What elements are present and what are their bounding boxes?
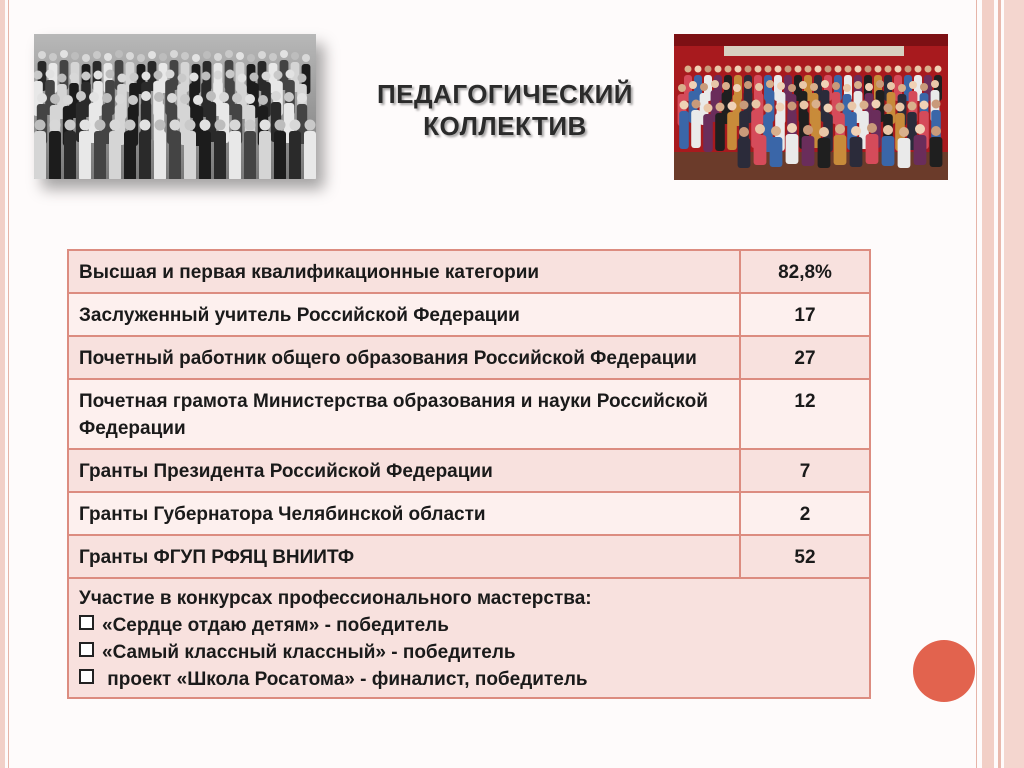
crowd-head (867, 123, 877, 133)
historic-group-photo (34, 34, 316, 179)
crowd-head (130, 73, 139, 82)
crowd-head (167, 93, 177, 103)
crowd-figure (289, 131, 301, 179)
crowd-figure (214, 131, 226, 179)
crowd-head (245, 94, 255, 104)
row-label: Почетная грамота Министерства образования и науки Российской Федерации (68, 379, 740, 449)
crowd-head (58, 74, 67, 83)
crowd-head (225, 50, 233, 58)
crowd-head (180, 94, 190, 104)
crowd-head (832, 82, 840, 90)
crowd-head (788, 102, 797, 111)
crowd-figure (184, 131, 196, 179)
crowd-head (46, 70, 55, 79)
row-label: Гранты ФГУП РФЯЦ ВНИИТФ (68, 535, 740, 578)
crowd-head (716, 103, 725, 112)
crowd-head (739, 127, 749, 137)
crowd-head (203, 51, 211, 59)
crowd-head (202, 72, 211, 81)
staff-achievements-table (67, 249, 871, 699)
crowd-head (931, 80, 939, 88)
crowd-head (695, 66, 702, 73)
crowd-figure (109, 131, 121, 179)
crowd-head (825, 66, 832, 73)
crowd-head (215, 120, 226, 131)
crowd-head (82, 54, 90, 62)
table-row (68, 379, 870, 449)
crowd-figure (94, 131, 106, 179)
crowd-head (812, 100, 821, 109)
crowd-head (752, 100, 761, 109)
crowd-head (291, 52, 299, 60)
right-decor-line-2 (998, 0, 1001, 768)
crowd-figure (715, 113, 725, 151)
contest-item (79, 612, 859, 639)
contests-row (68, 578, 870, 698)
crowd-head (49, 53, 57, 61)
crowd-figure (882, 136, 895, 166)
crowd-head (803, 125, 813, 135)
crowd-head (76, 91, 86, 101)
right-decor-line (976, 0, 977, 768)
crowd-head (286, 70, 295, 79)
crowd-head (915, 66, 922, 73)
crowd-head (137, 54, 145, 62)
contest-item-text: «Самый классный классный» - победитель (102, 642, 516, 663)
crowd-head (70, 73, 79, 82)
crowd-head (110, 120, 121, 131)
crowd-figure (866, 134, 879, 164)
crowd-figure (199, 131, 211, 179)
right-decor-stripe-2 (1004, 0, 1024, 768)
crowd-figure (898, 138, 911, 168)
crowd-head (824, 104, 833, 113)
crowd-head (230, 120, 241, 131)
crowd-head (920, 83, 928, 91)
crowd-figure (34, 131, 46, 179)
crowd-head (905, 66, 912, 73)
crowd-head (755, 66, 762, 73)
crowd-head (50, 94, 60, 104)
crowd-head (214, 71, 223, 80)
crowd-head (262, 72, 271, 81)
contest-item (79, 666, 859, 693)
crowd-head (89, 92, 99, 102)
crowd-figure (754, 135, 767, 165)
row-label: Гранты Губернатора Челябинской области (68, 492, 740, 535)
crowd-figure (802, 136, 815, 166)
crowd-head (126, 52, 134, 60)
crowd-head (181, 52, 189, 60)
crowd-head (128, 95, 138, 105)
crowd-head (298, 74, 307, 83)
crowd-figure (154, 131, 166, 179)
crowd-head (104, 53, 112, 61)
page-title (340, 78, 670, 142)
crowd-head (766, 80, 774, 88)
crowd-figure (850, 137, 863, 167)
crowd-head (260, 120, 271, 131)
crowd-head (787, 123, 797, 133)
crowd-head (200, 120, 211, 131)
crowd-head (865, 83, 873, 91)
crowd-head (835, 66, 842, 73)
crowd-head (931, 126, 941, 136)
crowd-figure (786, 134, 799, 164)
contest-item-text: проект «Школа Росатома» - финалист, победитель (102, 669, 588, 690)
crowd-head (192, 54, 200, 62)
crowd-head (711, 80, 719, 88)
crowd-head (170, 120, 181, 131)
table-row (68, 492, 870, 535)
crowd-head (909, 81, 917, 89)
contests-cell (68, 578, 870, 698)
crowd-head (799, 81, 807, 89)
crowd-head (71, 52, 79, 60)
crowd-figure (79, 131, 91, 179)
title-line-2: КОЛЛЕКТИВ (423, 111, 587, 141)
crowd-figure (274, 131, 286, 179)
crowd-head (106, 70, 115, 79)
crowd-head (896, 103, 905, 112)
crowd-head (915, 124, 925, 134)
crowd-head (733, 84, 741, 92)
crowd-figure (914, 135, 927, 165)
crowd-head (236, 52, 244, 60)
crowd-figure (124, 131, 136, 179)
crowd-head (744, 81, 752, 89)
row-value: 17 (740, 293, 870, 336)
contest-item-text: «Сердце отдаю детям» - победитель (102, 615, 449, 636)
crowd-head (821, 80, 829, 88)
crowd-figure (169, 131, 181, 179)
current-group-photo (674, 34, 948, 180)
crowd-figure (770, 137, 783, 167)
crowd-head (835, 124, 845, 134)
crowd-head (843, 84, 851, 92)
crowd-head (63, 95, 73, 105)
crowd-figure (834, 135, 847, 165)
crowd-head (206, 91, 216, 101)
crowd-head (728, 102, 737, 111)
crowd-head (95, 120, 106, 131)
crowd-head (740, 101, 749, 110)
crowd-head (745, 66, 752, 73)
crowd-head (704, 104, 713, 113)
crowd-figure (930, 137, 943, 167)
crowd-head (37, 93, 47, 103)
crowd-head (755, 124, 765, 134)
row-label: Гранты Президента Российской Федерации (68, 449, 740, 492)
left-decor-stripe (0, 0, 5, 768)
row-value: 12 (740, 379, 870, 449)
crowd-head (245, 120, 256, 131)
crowd-head (65, 120, 76, 131)
crowd-head (154, 71, 163, 80)
crowd-head (848, 102, 857, 111)
table-row (68, 336, 870, 379)
crowd-head (755, 83, 763, 91)
crowd-head (80, 120, 91, 131)
crowd-head (115, 94, 125, 104)
crowd-figure (229, 131, 241, 179)
crowd-figure (738, 138, 751, 168)
row-label: Почетный работник общего образования Российской Федерации (68, 336, 740, 379)
checkbox-bullet-icon (79, 615, 94, 630)
crowd-head (159, 53, 167, 61)
crowd-head (845, 66, 852, 73)
crowd-head (777, 82, 785, 90)
crowd-head (280, 50, 288, 58)
row-value: 7 (740, 449, 870, 492)
crowd-head (250, 73, 259, 82)
crowd-head (725, 66, 732, 73)
row-label: Высшая и первая квалификационные категории (68, 250, 740, 293)
crowd-head (705, 66, 712, 73)
crowd-head (765, 66, 772, 73)
crowd-head (775, 66, 782, 73)
crowd-head (247, 54, 255, 62)
crowd-head (884, 104, 893, 113)
crowd-head (155, 120, 166, 131)
crowd-head (185, 120, 196, 131)
crowd-head (166, 70, 175, 79)
crowd-figure (49, 131, 61, 179)
crowd-head (190, 73, 199, 82)
crowd-head (269, 53, 277, 61)
crowd-head (102, 93, 112, 103)
crowd-head (82, 72, 91, 81)
crowd-head (284, 92, 294, 102)
crowd-head (895, 66, 902, 73)
crowd-figure (304, 131, 316, 179)
crowd-head (148, 51, 156, 59)
crowd-head (865, 66, 872, 73)
crowd-head (142, 72, 151, 81)
crowd-head (125, 120, 136, 131)
crowd-figure (691, 110, 701, 148)
crowd-head (692, 100, 701, 109)
crowd-head (118, 74, 127, 83)
crowd-head (815, 66, 822, 73)
table-row (68, 250, 870, 293)
crowd-head (855, 66, 862, 73)
crowd-head (735, 66, 742, 73)
crowd-head (898, 84, 906, 92)
crowd-figure (259, 131, 271, 179)
decorative-circle (913, 640, 975, 702)
crowd-head (854, 81, 862, 89)
crowd-figure (679, 111, 689, 149)
crowd-figure (139, 131, 151, 179)
crowd-head (800, 101, 809, 110)
crowd-head (38, 51, 46, 59)
crowd-head (678, 84, 686, 92)
crowd-head (302, 54, 310, 62)
crowd-head (715, 66, 722, 73)
row-value: 27 (740, 336, 870, 379)
crowd-head (258, 95, 268, 105)
table-row (68, 293, 870, 336)
crowd-head (851, 126, 861, 136)
crowd-head (788, 84, 796, 92)
crowd-head (805, 66, 812, 73)
crowd-head (60, 50, 68, 58)
crowd-head (887, 82, 895, 90)
crowd-head (141, 91, 151, 101)
crowd-head (920, 101, 929, 110)
crowd-head (140, 120, 151, 131)
table-row (68, 449, 870, 492)
crowd-head (776, 103, 785, 112)
crowd-head (214, 53, 222, 61)
crowd-figure (64, 131, 76, 179)
crowd-head (170, 50, 178, 58)
crowd-head (925, 66, 932, 73)
crowd-head (872, 100, 881, 109)
crowd-figure (818, 138, 831, 168)
crowd-head (275, 120, 286, 131)
title-line-1: ПЕДАГОГИЧЕСКИЙ (376, 79, 633, 109)
crowd-head (860, 101, 869, 110)
checkbox-bullet-icon (79, 669, 94, 684)
crowd-head (932, 100, 941, 109)
row-value: 52 (740, 535, 870, 578)
left-decor-line (8, 0, 9, 768)
crowd-head (700, 83, 708, 91)
crowd-head (689, 81, 697, 89)
crowd-head (836, 103, 845, 112)
crowd-figure (727, 112, 737, 150)
crowd-head (899, 127, 909, 137)
crowd-head (680, 101, 689, 110)
crowd-head (193, 95, 203, 105)
crowd-head (258, 51, 266, 59)
crowd-head (35, 120, 46, 131)
crowd-figure (703, 114, 713, 152)
crowd-head (795, 66, 802, 73)
table-row (68, 535, 870, 578)
crowd-head (722, 82, 730, 90)
crowd-figure (244, 131, 256, 179)
right-decor-stripe (982, 0, 994, 768)
crowd-head (935, 66, 942, 73)
crowd-head (226, 70, 235, 79)
crowd-head (685, 66, 692, 73)
crowd-head (885, 66, 892, 73)
crowd-head (290, 120, 301, 131)
row-label: Заслуженный учитель Российской Федерации (68, 293, 740, 336)
crowd-head (876, 80, 884, 88)
crowd-head (305, 120, 316, 131)
crowd-head (785, 66, 792, 73)
crowd-head (908, 102, 917, 111)
crowd-head (154, 92, 164, 102)
contests-heading: Участие в конкурсах профессионального мастерства: (79, 588, 592, 609)
crowd-head (94, 71, 103, 80)
crowd-head (271, 91, 281, 101)
crowd-head (875, 66, 882, 73)
crowd-head (178, 74, 187, 83)
crowd-head (883, 125, 893, 135)
row-value: 82,8% (740, 250, 870, 293)
crowd-head (764, 104, 773, 113)
contest-item (79, 639, 859, 666)
crowd-head (50, 120, 61, 131)
crowd-head (771, 126, 781, 136)
crowd-head (238, 74, 247, 83)
crowd-head (232, 93, 242, 103)
crowd-head (93, 51, 101, 59)
row-value: 2 (740, 492, 870, 535)
crowd-head (219, 92, 229, 102)
crowd-head (274, 71, 283, 80)
crowd-head (115, 50, 123, 58)
crowd-head (819, 127, 829, 137)
checkbox-bullet-icon (79, 642, 94, 657)
crowd-head (297, 93, 307, 103)
crowd-head (810, 83, 818, 91)
